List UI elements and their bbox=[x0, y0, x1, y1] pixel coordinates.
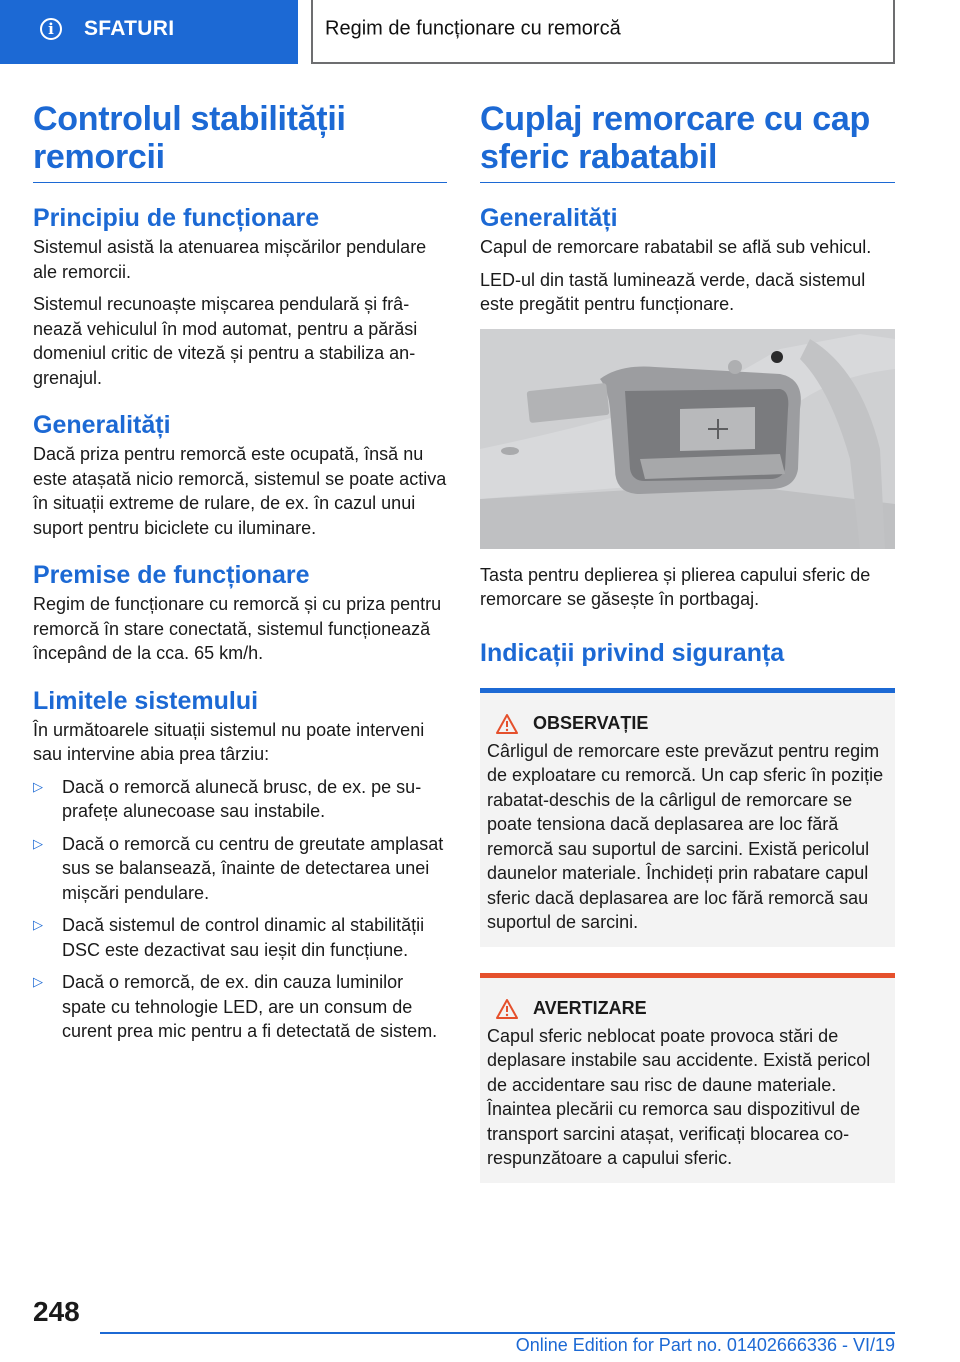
notice-text: Capul sferic neblocat poate provoca stări de deplasare instabile sau accidente. Există pericol de accidentare sau risc de daune materiale. Înaintea plecării cu remorca sau dispozitivul de transport sarcini atașat, verificați blocarea corespunzătoare a capului sferic. bbox=[487, 1025, 871, 1168]
list-item bbox=[33, 913, 447, 962]
triangle-bullet-icon: ▷ bbox=[33, 974, 43, 989]
list-item-text: Dacă sistemul de control dinamic al stabilității DSC este dezactivat sau ieșit din funcțiune. bbox=[62, 915, 425, 960]
page-title-right: Cuplaj remorcare cu cap sferic rabatabil bbox=[480, 100, 895, 183]
paragraph: În următoarele situații sistemul nu poate interveni sau intervine abia prea târziu: bbox=[33, 719, 425, 764]
right-column bbox=[480, 100, 895, 1183]
page-title-left: Controlul stabilității remorcii bbox=[33, 100, 447, 183]
list-item bbox=[33, 775, 447, 824]
page-number: 248 bbox=[33, 1296, 80, 1327]
heading-premise: Premise de funcționare bbox=[33, 561, 310, 589]
heading-limitele: Limitele sistemului bbox=[33, 686, 259, 715]
list-item-text: Dacă o remorcă, de ex. din cauza luminilor spate cu tehnologie LED, are un consum de curent prea mic pentru a fi detectată de sistem. bbox=[62, 972, 438, 1041]
header-chapter-box bbox=[311, 0, 895, 64]
heading-generalitati: Generalități bbox=[33, 411, 171, 439]
trunk-photo bbox=[480, 329, 895, 549]
figure-caption: Tasta pentru deplierea și plierea capului sferic de remorcare se găsește în portbagaj. bbox=[480, 564, 871, 609]
paragraph: Capul de remorcare rabatabil se află sub vehicul. bbox=[480, 237, 872, 257]
notice-avertizare bbox=[480, 978, 895, 1183]
triangle-bullet-icon: ▷ bbox=[33, 778, 43, 794]
notice-title: AVERTIZARE bbox=[533, 998, 647, 1018]
triangle-bullet-icon: ▷ bbox=[33, 835, 43, 851]
list-item-text: Dacă o remorcă alunecă brusc, de ex. pe suprafețe alunecoase sau instabile. bbox=[62, 776, 422, 821]
triangle-bullet-icon: ▷ bbox=[33, 917, 43, 932]
heading-safety: Indicații privind siguranța bbox=[480, 638, 785, 667]
chapter-title: Regim de funcționare cu remorcă bbox=[325, 17, 621, 40]
notice-title: OBSERVAȚIE bbox=[533, 713, 649, 733]
paragraph: Regim de funcționare cu remorcă și cu priza pentru remorcă în stare conectată, sistemul funcționează începând de la cca. 65 km/h. bbox=[33, 594, 442, 663]
notice-observatie bbox=[480, 693, 895, 947]
paragraph: Sistemul recunoaște mișcarea pendulară și frânează vehiculul în mod automat, pentru a părăsi domeniul critic de viteză și pentru a stabiliza angrenajul. bbox=[33, 294, 418, 388]
list-item-text: Dacă o remorcă cu centru de greutate amplasat sus se balansează, înainte de detectarea unei mișcări pendulare. bbox=[62, 833, 444, 903]
limitations-list bbox=[33, 775, 447, 1044]
paragraph: Sistemul asistă la atenuarea mișcărilor pendulare ale remorcii. bbox=[33, 237, 427, 282]
paragraph: LED-ul din tastă luminează verde, dacă sistemul este pregătit pentru funcționare. bbox=[480, 269, 866, 314]
heading-principiu: Principiu de funcționare bbox=[33, 204, 320, 232]
warning-triangle-icon bbox=[495, 998, 519, 1020]
list-item bbox=[33, 970, 447, 1044]
heading-generalitati-right: Generalități bbox=[480, 204, 618, 232]
header-section-tab bbox=[0, 0, 298, 64]
paragraph: Dacă priza pentru remorcă este ocupată, însă nu este atașată nicio remorcă, sistemul se poate activa în situații extreme de rulare, de ex. în cazul unui suport pentru biciclete cu iluminare. bbox=[33, 444, 447, 538]
warning-triangle-icon bbox=[495, 713, 519, 735]
section-tab-label: SFATURI bbox=[84, 17, 175, 40]
list-item bbox=[33, 832, 447, 906]
left-column bbox=[33, 100, 447, 1052]
footer-edition: Online Edition for Part no. 01402666336 - VI/19 bbox=[515, 1335, 895, 1355]
footer-divider bbox=[100, 1332, 895, 1334]
info-icon: i bbox=[40, 18, 62, 40]
notice-text: Cârligul de remorcare este prevăzut pentru regim de exploatare cu remorcă. Un cap sferic în poziție rabatat-deschis de la cârligul de remorcare se poate tensiona dacă deplasarea are loc fără remorcă sau suportul de sarcini. Există pericolul daunelor materiale. Închideți prin rabatare capul sferic dacă deplasarea are loc fără remorcă sau suportul de sarcini. bbox=[487, 740, 884, 932]
